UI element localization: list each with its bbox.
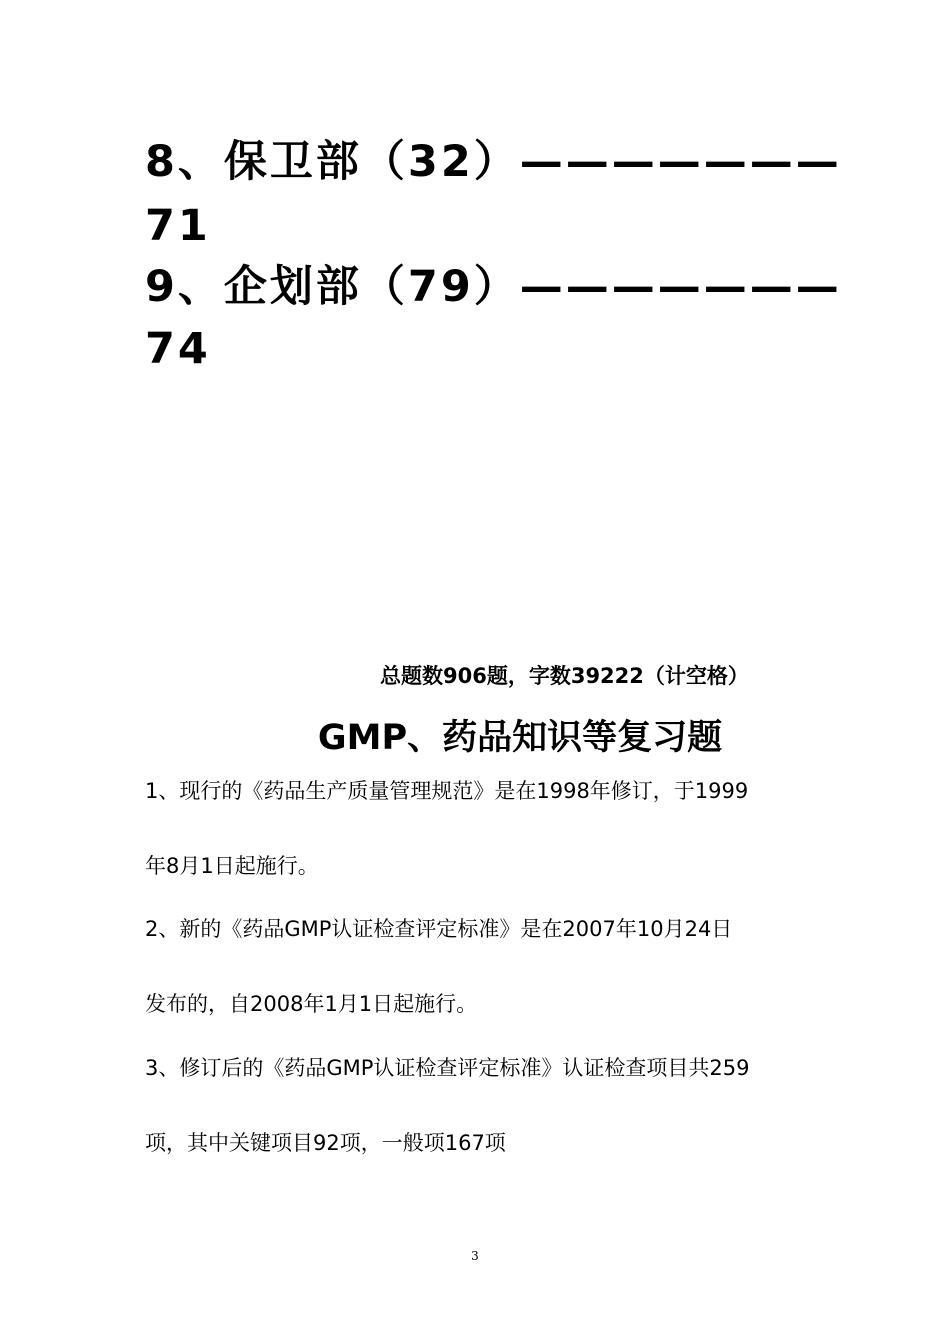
page-number: 3 xyxy=(471,1249,479,1263)
question-text-continued: 项，其中关键项目92项，一般项167项 xyxy=(145,1131,506,1155)
question-text: 2、新的《药品GMP认证检查评定标准》是在2007年10月24日 xyxy=(145,917,733,941)
question-text-continued: 发布的，自2008年1月1日起施行。 xyxy=(145,992,478,1016)
toc-item-page: 71 xyxy=(145,201,211,251)
toc-item-line: 8、保卫部（32）——————— xyxy=(145,137,842,187)
document-title: GMP、药品知识等复习题 xyxy=(317,718,723,758)
question-text-continued: 年8月1日起施行。 xyxy=(145,854,319,878)
toc-item-page: 74 xyxy=(145,324,211,374)
question-text: 3、修订后的《药品GMP认证检查评定标准》认证检查项目共259 xyxy=(145,1056,750,1080)
toc-item-line: 9、企划部（79）——————— xyxy=(145,262,842,312)
question-count-summary: 总题数906题，字数39222（计空格） xyxy=(380,664,749,688)
question-text: 1、现行的《药品生产质量管理规范》是在1998年修订，于1999 xyxy=(145,779,749,803)
